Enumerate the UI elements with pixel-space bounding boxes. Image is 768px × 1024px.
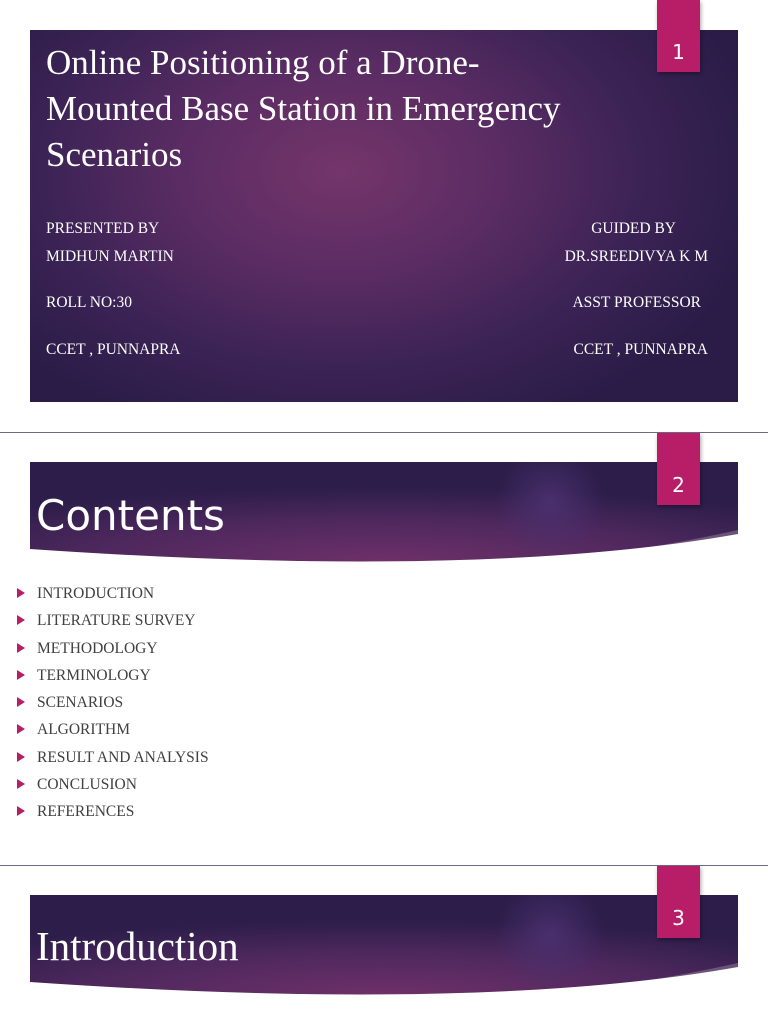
list-item-label: METHODOLOGY (37, 639, 158, 657)
triangle-bullet-icon (17, 697, 25, 707)
presentation-title: Online Positioning of a Drone-Mounted Base Station in Emergency Scenarios (46, 43, 561, 174)
list-item (16, 666, 209, 693)
contents-list (16, 584, 209, 830)
list-item (16, 639, 209, 666)
introduction-title: Introduction (36, 923, 239, 969)
triangle-bullet-icon (17, 615, 25, 625)
triangle-bullet-icon (17, 643, 25, 653)
list-item-label: TERMINOLOGY (37, 666, 151, 684)
slide-number-tab: 2 (657, 433, 700, 505)
triangle-bullet-icon (17, 806, 25, 816)
triangle-bullet-icon (17, 588, 25, 598)
guide-college: CCET , PUNNAPRA (573, 341, 708, 358)
list-item-label: RESULT AND ANALYSIS (37, 748, 209, 766)
list-item-label: REFERENCES (37, 803, 135, 821)
guided-by-heading: GUIDED BY (591, 220, 676, 237)
slide-1 (0, 0, 768, 432)
triangle-bullet-icon (17, 670, 25, 680)
list-item (16, 693, 209, 720)
slide-number-tab: 3 (657, 866, 700, 938)
slide-3 (0, 866, 768, 1024)
list-item-label: ALGORITHM (37, 721, 130, 739)
presented-by-heading: PRESENTED BY (46, 220, 160, 237)
slide-number-tab: 1 (657, 0, 700, 72)
list-item (16, 748, 209, 775)
presenter-roll-number: ROLL NO:30 (46, 294, 132, 311)
list-item (16, 720, 209, 747)
list-item (16, 584, 209, 611)
list-item (16, 775, 209, 802)
contents-title: Contents (36, 491, 225, 540)
list-item-label: CONCLUSION (37, 776, 137, 794)
list-item (16, 802, 209, 829)
list-item-label: LITERATURE SURVEY (37, 612, 196, 630)
slide-2 (0, 433, 768, 865)
triangle-bullet-icon (17, 724, 25, 734)
list-item-label: SCENARIOS (37, 694, 124, 712)
presenter-name: MIDHUN MARTIN (46, 248, 174, 265)
guide-designation: ASST PROFESSOR (572, 294, 701, 311)
presenter-college: CCET , PUNNAPRA (46, 341, 181, 358)
list-item-label: INTRODUCTION (37, 585, 155, 602)
triangle-bullet-icon (17, 752, 25, 762)
guide-name: DR.SREEDIVYA K M (564, 248, 708, 265)
triangle-bullet-icon (17, 779, 25, 789)
list-item (16, 611, 209, 638)
